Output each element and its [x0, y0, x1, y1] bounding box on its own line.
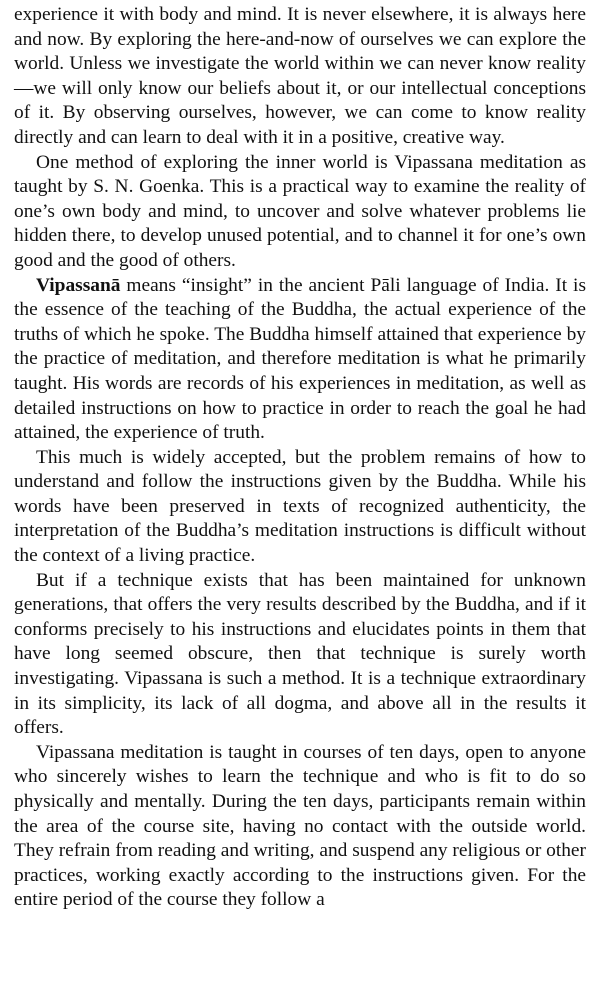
paragraph-6 [14, 741, 586, 913]
paragraph-3-lead-term: Vipassanā [36, 274, 121, 296]
paragraph-2-text: One method of exploring the inner world is Vipassana meditation as taught by S. N. Goenka. This is a practical way to examine the reality of one’s own body and mind, to uncover and solve whatever problems lie hidden there, to develop unused potential, and to channel it for one’s own good and the good of others. [14, 151, 586, 271]
paragraph-4-text: This much is widely accepted, but the problem remains of how to understand and follow the instructions given by the Buddha. While his words have been preserved in texts of recognized authenticity, the interpretation of the Buddha’s meditation instructions is difficult without the context of a living practice. [14, 446, 586, 567]
paragraph-1-text: experience it with body and mind. It is never elsewhere, it is always here and now. By exploring the here-and-now of ourselves we can explore the world. Unless we investigate the world within we can never know reality—we will only know our beliefs about it, or our intellectual conceptions of it. By observing ourselves, however, we can come to know reality directly and can learn to deal with it in a positive, creative way. [14, 4, 586, 148]
paragraph-6-text: Vipassana meditation is taught in courses of ten days, open to anyone who sincerely wishes to learn the technique and who is fit to do so physically and mentally. During the ten days, participants remain within the area of the course site, having no contact with the outside world. They refrain from reading and writing, and suspend any religious or other practices, working exactly according to the instructions given. For the entire period of the course they follow a [14, 741, 586, 911]
paragraph-3-text: means “insight” in the ancient Pāli language of India. It is the essence of the teaching of the Buddha, the actual experience of the truths of which he spoke. The Buddha himself attained that experience by the practice of meditation, and therefore meditation is what he primarily taught. His words are records of his experiences in meditation, as well as detailed instructions on how to practice in order to reach the goal he had attained, the experience of truth. [14, 274, 586, 444]
paragraph-2 [14, 151, 586, 274]
paragraph-3 [14, 274, 586, 446]
paragraph-5-text: But if a technique exists that has been maintained for unknown generations, that offers the very results described by the Buddha, and if it conforms precisely to his instructions and elucidates points in them that have long seemed obscure, then that technique is surely worth investigating. Vipassana is such a method. It is a technique extraordinary in its simplicity, its lack of all dogma, and above all in the results it offers. [14, 569, 586, 739]
paragraph-5 [14, 569, 586, 741]
paragraph-4 [14, 446, 586, 569]
paragraph-1 [14, 3, 586, 151]
